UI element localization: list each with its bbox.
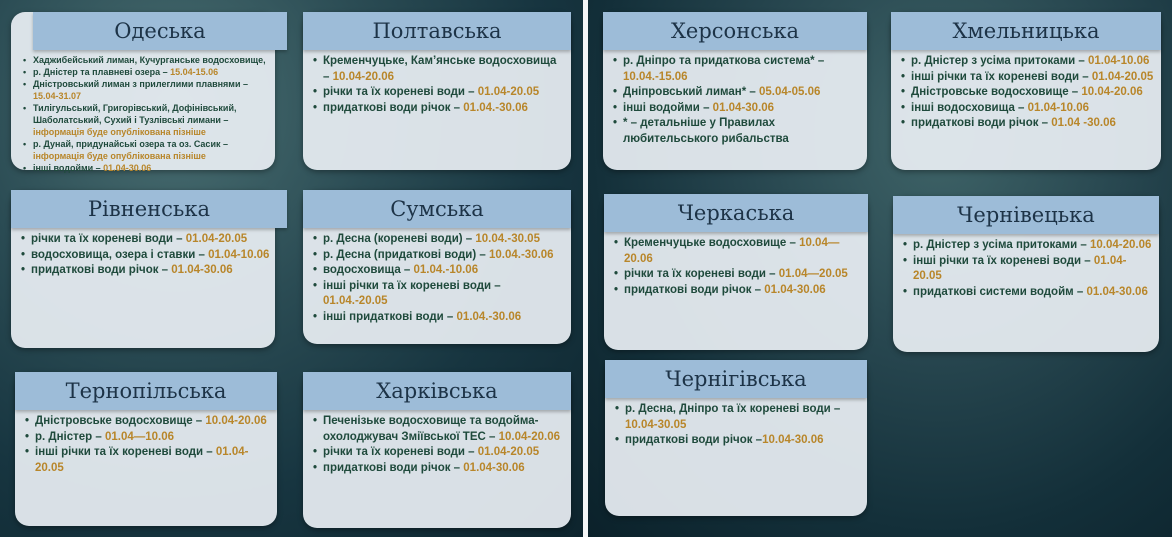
list-item bbox=[614, 267, 862, 283]
card-odesa bbox=[11, 12, 275, 173]
item-dates: 10.04-20.06 bbox=[1090, 239, 1152, 251]
item-text: річки та їх кореневі води – bbox=[323, 446, 478, 458]
list-item bbox=[25, 445, 271, 476]
item-dates: 01.04-10.06 bbox=[208, 248, 270, 261]
item-text: річки та їх кореневі води – bbox=[323, 86, 478, 98]
item-text: річки та їх кореневі води – bbox=[31, 233, 186, 245]
list-item bbox=[25, 414, 271, 430]
card-chernihiv bbox=[605, 360, 867, 516]
list-item bbox=[901, 85, 1155, 101]
item-text: р. Дніпро та придаткова система* – bbox=[623, 55, 825, 67]
item-text: інші річки та їх кореневі води – bbox=[913, 254, 1094, 267]
list-item bbox=[615, 402, 861, 433]
card-list bbox=[313, 232, 565, 325]
list-item bbox=[613, 54, 861, 85]
card-list bbox=[901, 54, 1155, 132]
list-item bbox=[313, 414, 565, 445]
list-item bbox=[313, 445, 565, 461]
item-text: Дністровське водосховище – bbox=[911, 86, 1082, 98]
item-dates: 10.04-20.06 bbox=[498, 430, 560, 443]
card-title: Полтавська bbox=[303, 12, 571, 50]
item-dates: 01.04-30.06 bbox=[712, 101, 775, 114]
item-text: водосховища – bbox=[323, 264, 414, 276]
item-text: Кременчуцьке водосховище – bbox=[624, 237, 800, 249]
item-dates: інформація буде опублікована пізніше bbox=[33, 127, 206, 137]
item-dates: 01.04-30.06 bbox=[103, 163, 152, 173]
list-item bbox=[313, 248, 565, 264]
card-title: Хмельницька bbox=[891, 12, 1161, 50]
list-item bbox=[313, 263, 565, 279]
card-title: Херсонська bbox=[603, 12, 867, 50]
card-title: Рівненська bbox=[11, 190, 287, 228]
card-sumy bbox=[303, 190, 571, 344]
item-text: інші водойми – bbox=[33, 163, 104, 173]
card-list bbox=[613, 54, 861, 147]
list-item bbox=[313, 310, 565, 326]
card-list bbox=[25, 414, 271, 476]
item-text: інші водойми – bbox=[623, 101, 713, 114]
card-poltava bbox=[303, 12, 571, 170]
item-text: інші річки та їх кореневі води – bbox=[911, 70, 1092, 83]
item-text: р. Десна (придаткові води) – bbox=[323, 248, 489, 261]
item-text: р. Десна, Дніпро та їх кореневі води – bbox=[625, 403, 841, 415]
list-item bbox=[313, 232, 565, 248]
card-title: Чернівецька bbox=[893, 196, 1159, 234]
item-dates: 01.04.-10.06 bbox=[413, 264, 479, 276]
item-text: придаткові системи водойм – bbox=[913, 285, 1087, 298]
list-item bbox=[313, 85, 565, 101]
list-item bbox=[613, 101, 861, 117]
item-dates: 01.04-20.05 bbox=[185, 233, 248, 245]
list-item bbox=[901, 116, 1155, 132]
card-khmelnytskyi bbox=[891, 12, 1161, 170]
item-dates: 01.04.-30.06 bbox=[463, 101, 528, 114]
item-text: р. Дністер з усіма притоками – bbox=[911, 55, 1089, 67]
list-item bbox=[23, 54, 271, 66]
item-dates: 01.04-30.06 bbox=[171, 264, 233, 276]
list-item bbox=[613, 116, 861, 147]
item-text: інші водосховища – bbox=[911, 101, 1028, 114]
item-text: придаткові води річок – bbox=[624, 283, 765, 296]
card-rivne bbox=[11, 190, 275, 348]
card-list bbox=[614, 236, 862, 298]
card-list bbox=[23, 54, 271, 174]
card-list bbox=[615, 402, 861, 449]
item-text: Дніпровський лиман* – bbox=[623, 86, 760, 98]
list-item bbox=[901, 54, 1155, 70]
item-text: р. Дністер з усіма притоками – bbox=[913, 239, 1091, 251]
item-dates: інформація буде опублікована пізніше bbox=[33, 151, 206, 161]
item-text: Дністровське водосховище – bbox=[35, 415, 206, 427]
item-dates: 10.04-30.05 bbox=[625, 418, 687, 431]
card-title: Чернігівська bbox=[605, 360, 867, 398]
card-title: Харківська bbox=[303, 372, 571, 410]
item-text: інші придаткові води – bbox=[323, 310, 457, 323]
item-dates: 01.04-20.05 bbox=[913, 254, 1127, 282]
item-text: р. Дністер – bbox=[35, 430, 105, 443]
item-dates: 01.04-20.05 bbox=[477, 86, 540, 98]
item-text: Хаджибейський лиман, Кучурганське водосховище, bbox=[33, 55, 266, 65]
item-dates: 10.04.-15.06 bbox=[623, 70, 688, 83]
item-text: * – детальніше у Правилах любительського рибальства bbox=[623, 117, 789, 145]
item-dates: 10.04-30.06 bbox=[762, 434, 824, 446]
panel-divider bbox=[583, 0, 588, 537]
item-dates: 01.04-10.06 bbox=[1027, 101, 1090, 114]
list-item bbox=[903, 285, 1153, 301]
item-dates: 01.04.-20.05 bbox=[323, 295, 388, 307]
item-dates: 10.04-20.06 bbox=[1081, 86, 1143, 98]
item-text: р. Дунай, придунайські озера та оз. Сасик – bbox=[33, 139, 228, 149]
card-ternopil bbox=[15, 372, 277, 526]
list-item bbox=[901, 101, 1155, 117]
list-item bbox=[901, 70, 1155, 86]
item-dates: 10.04.-30.06 bbox=[489, 248, 554, 261]
card-title: Тернопільська bbox=[15, 372, 277, 410]
item-text: придаткові води річок – bbox=[323, 461, 464, 474]
list-item bbox=[313, 461, 565, 477]
item-dates: 10.04—20.06 bbox=[624, 237, 840, 265]
item-text: річки та їх кореневі води – bbox=[624, 268, 779, 280]
item-text: Печенізьке водосховище та водойма-охолоджувач Зміївської ТЕС – bbox=[323, 415, 539, 443]
list-item bbox=[313, 54, 565, 85]
list-item bbox=[903, 254, 1153, 285]
card-list bbox=[313, 54, 565, 116]
item-dates: 01.04-30.06 bbox=[463, 461, 525, 474]
card-title: Черкаська bbox=[604, 194, 868, 232]
list-item bbox=[23, 138, 271, 162]
item-dates: 15.04-31.07 bbox=[33, 91, 82, 101]
item-dates: 01.04—10.06 bbox=[104, 430, 175, 443]
item-text: придаткові води річок – bbox=[31, 264, 172, 276]
list-item bbox=[21, 232, 271, 248]
item-dates: 10.04.-30.05 bbox=[475, 233, 540, 245]
list-item bbox=[313, 101, 565, 117]
item-text: придаткові води річок – bbox=[323, 101, 464, 114]
card-title: Одеська bbox=[33, 12, 287, 50]
card-list bbox=[903, 238, 1153, 300]
item-text: Тилігульський, Григорівський, Дофінівський, Шаболатський, Сухий і Тузлівські лимани – bbox=[33, 103, 237, 125]
item-dates: 01.04-10.06 bbox=[1088, 55, 1150, 67]
list-item bbox=[25, 430, 271, 446]
item-text: Дністровський лиман з прилеглими плавнями – bbox=[33, 79, 248, 89]
item-dates: 05.04-05.06 bbox=[759, 86, 821, 98]
card-kharkiv bbox=[303, 372, 571, 528]
item-dates: 01.04-20.05 bbox=[477, 446, 540, 458]
item-text: р. Десна (кореневі води) – bbox=[323, 233, 476, 245]
item-dates: 10.04-20.06 bbox=[205, 415, 267, 427]
card-list bbox=[21, 232, 271, 279]
list-item bbox=[615, 433, 861, 449]
item-dates: 10.04-20.06 bbox=[332, 70, 394, 83]
item-text: придаткові води річок – bbox=[911, 117, 1052, 129]
item-dates: 01.04—20.05 bbox=[778, 268, 848, 280]
item-dates: 01.04 -30.06 bbox=[1051, 117, 1116, 129]
list-item bbox=[21, 263, 271, 279]
list-item bbox=[23, 102, 271, 138]
item-text: інші річки та їх кореневі води – bbox=[323, 279, 501, 292]
item-dates: 01.04-20.05 bbox=[1091, 70, 1154, 83]
list-item bbox=[614, 236, 862, 267]
list-item bbox=[23, 162, 271, 174]
item-text: придаткові води річок – bbox=[625, 434, 763, 446]
list-item bbox=[614, 283, 862, 299]
card-cherkasy bbox=[604, 194, 868, 350]
card-chernivtsi bbox=[893, 196, 1159, 352]
list-item bbox=[313, 279, 565, 310]
item-dates: 01.04-30.06 bbox=[764, 283, 826, 296]
list-item bbox=[23, 66, 271, 78]
list-item bbox=[23, 78, 271, 102]
item-text: р. Дністер та плавневі озера – bbox=[33, 67, 171, 77]
list-item bbox=[613, 85, 861, 101]
card-title: Сумська bbox=[303, 190, 571, 228]
item-dates: 01.04.-30.06 bbox=[456, 310, 522, 323]
item-dates: 15.04-15.06 bbox=[170, 67, 219, 77]
item-dates: 01.04-20.05 bbox=[35, 446, 249, 474]
list-item bbox=[21, 248, 271, 264]
item-text: водосховища, озера і ставки – bbox=[31, 248, 209, 261]
card-list bbox=[313, 414, 565, 476]
card-kherson bbox=[603, 12, 867, 170]
item-text: інші річки та їх кореневі води – bbox=[35, 446, 216, 458]
item-dates: 01.04-30.06 bbox=[1086, 285, 1148, 298]
list-item bbox=[903, 238, 1153, 254]
item-text: Кременчуцьке, Кам’янське водосховища – bbox=[323, 55, 557, 83]
